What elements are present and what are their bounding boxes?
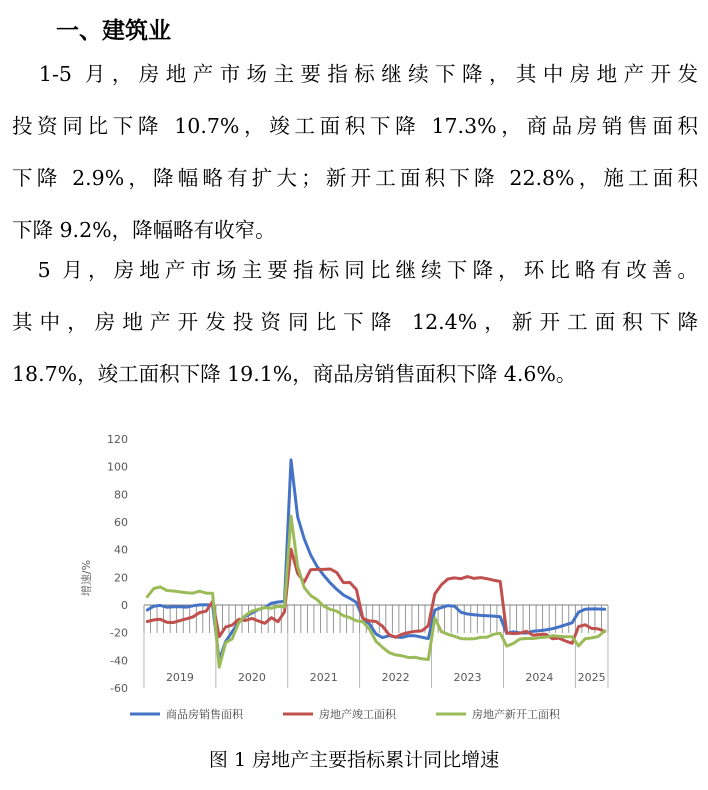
paragraph-line: 下降 2.9%，降幅略有扩大；新开工面积下降 22.8%，施工面积 bbox=[12, 166, 698, 190]
plot-area bbox=[107, 433, 608, 695]
year-label: 2025 bbox=[577, 671, 606, 684]
paragraph-line: 下降 9.2%，降幅略有收窄。 bbox=[12, 218, 276, 242]
y-tick-label: -40 bbox=[110, 654, 128, 668]
chart-legend bbox=[130, 707, 561, 721]
year-label: 2024 bbox=[525, 671, 554, 684]
section-heading: 一、建筑业 bbox=[56, 18, 171, 44]
year-label: 2022 bbox=[381, 671, 410, 684]
y-tick-label: 0 bbox=[121, 599, 128, 612]
y-tick-label: 80 bbox=[114, 488, 128, 502]
line-chart bbox=[78, 428, 698, 734]
year-label: 2020 bbox=[237, 671, 266, 684]
figure-caption: 图 1 房地产主要指标累计同比增速 bbox=[208, 749, 500, 771]
y-tick-label: 60 bbox=[114, 516, 128, 529]
year-label: 2023 bbox=[453, 671, 482, 684]
y-tick-label: 120 bbox=[107, 433, 128, 446]
series-line bbox=[147, 516, 604, 667]
paragraph-line: 投资同比下降 10.7%，竣工面积下降 17.3%，商品房销售面积 bbox=[12, 114, 698, 138]
paragraph-line: 5 月，房地产市场主要指标同比继续下降，环比略有改善。 bbox=[12, 258, 698, 282]
paragraph-1 bbox=[12, 48, 698, 256]
legend-label: 房地产新开工面积 bbox=[472, 708, 560, 721]
y-tick-label: 20 bbox=[114, 571, 128, 585]
y-tick-label: -20 bbox=[110, 626, 128, 640]
paragraph-line: 其中，房地产开发投资同比下降 12.4%，新开工面积下降 bbox=[12, 310, 698, 334]
paragraph-line: 1-5 月，房地产市场主要指标继续下降，其中房地产开发 bbox=[12, 62, 698, 86]
y-tick-label: 40 bbox=[114, 543, 128, 557]
paragraph-2 bbox=[12, 244, 698, 400]
legend-label: 商品房销售面积 bbox=[166, 708, 243, 721]
year-label: 2021 bbox=[309, 671, 338, 684]
y-axis-title: 增速/% bbox=[80, 559, 93, 597]
year-label: 2019 bbox=[165, 671, 194, 684]
legend-label: 房地产竣工面积 bbox=[319, 708, 396, 721]
y-tick-label: -60 bbox=[110, 682, 128, 695]
paragraph-line: 18.7%，竣工面积下降 19.1%，商品房销售面积下降 4.6%。 bbox=[12, 362, 577, 386]
y-tick-label: 100 bbox=[107, 460, 128, 474]
